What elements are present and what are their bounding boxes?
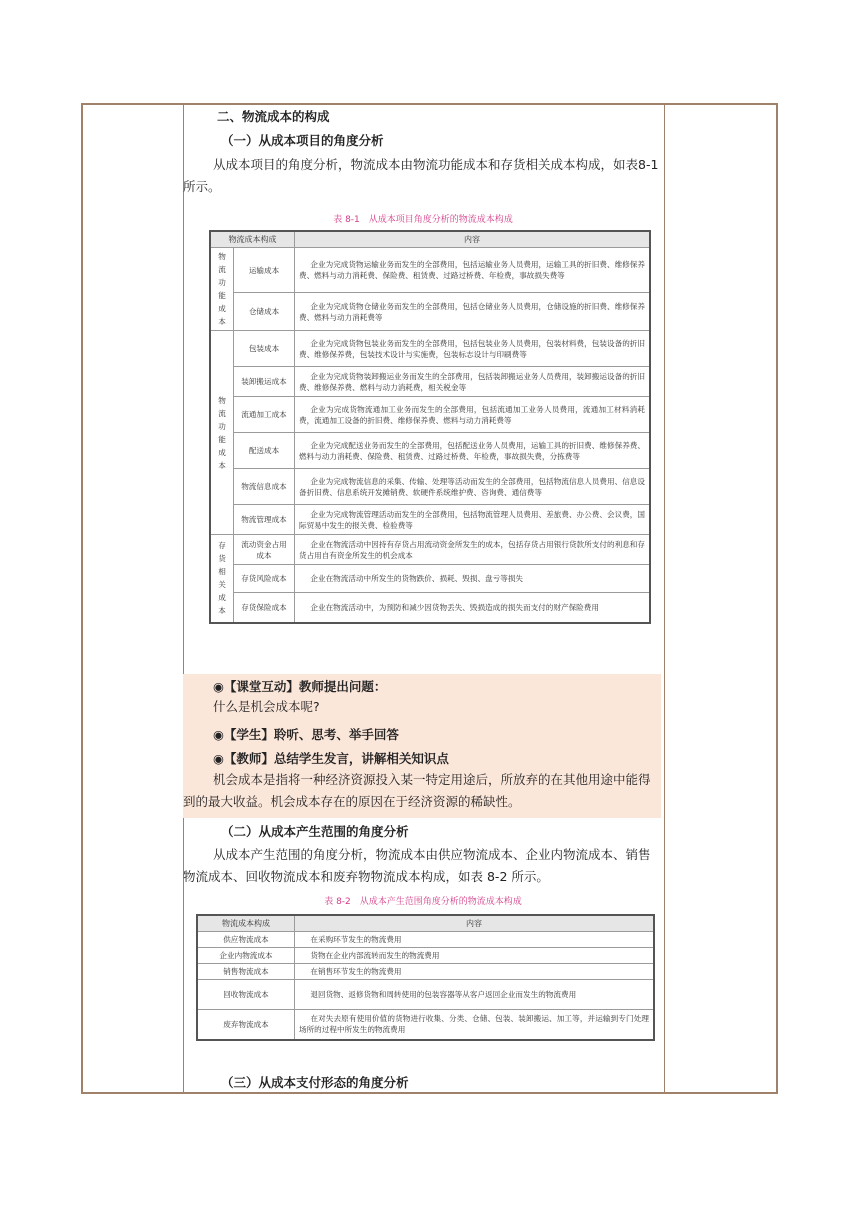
table-header: 内容 [295,231,651,248]
row-name: 废弃物流成本 [197,1010,295,1040]
row-name: 存货保险成本 [234,593,295,623]
row-name: 运输成本 [234,248,295,293]
table-header: 内容 [295,915,655,932]
paragraph-2: 从成本产生范围的角度分析，物流成本由供应物流成本、企业内物流成本、销售物流成本、回收物流成本和废弃物物流成本构成，如表 8-2 所示。 [183,847,651,884]
row-text: 退回货物、返修货物和周转使用的包装容器等从客户返回企业而发生的物流费用 [295,980,655,1010]
section-title: 二、物流成本的构成 [217,109,330,124]
row-name: 回收物流成本 [197,980,295,1010]
row-name: 流动资金占用成本 [234,535,295,565]
paragraph-1: 从成本项目的角度分析，物流成本由物流功能成本和存货相关成本构成，如表8-1 所示。 [183,157,659,194]
row-name: 物流信息成本 [234,469,295,505]
content-column [183,104,663,1092]
table-8-1 [209,230,651,624]
row-text: 在对失去原有使用价值的货物进行收集、分类、仓储、包装、装卸搬运、加工等，并运输到专门处理场所的过程中所发生的物流费用 [295,1010,655,1040]
table-header: 物流成本构成 [210,231,295,248]
classroom-interaction-box [183,674,661,818]
group-label: 存货相关成本 [210,535,234,623]
row-text: 企业为完成货物装卸搬运业务而发生的全部费用，包括装卸搬运业务人员费用，装卸搬运设备的折旧费、维修保养费、燃料与动力消耗费，相关税金等 [295,367,651,397]
sub-heading-3: （三）从成本支付形态的角度分析 [221,1075,409,1090]
row-text: 企业在物流活动中，为预防和减少因货物丢失、毁损造成的损失而支付的财产保险费用 [295,593,651,623]
row-text: 企业为完成物流管理活动而发生的全部费用，包括物流管理人员费用、差旅费、办公费、会议费，国际贸易中发生的报关费、检验费等 [295,505,651,535]
table-8-2 [196,914,655,1041]
row-name: 物流管理成本 [234,505,295,535]
teacher-summary: ◉【教师】总结学生发言，讲解相关知识点 [213,751,449,766]
row-name: 销售物流成本 [197,964,295,980]
row-name: 流通加工成本 [234,397,295,433]
row-name: 配送成本 [234,433,295,469]
table-8-2-caption: 表 8-2 从成本产生范围角度分析的物流成本构成 [324,897,522,907]
row-name: 存货风险成本 [234,565,295,593]
interaction-prompt: ◉【课堂互动】教师提出问题： [213,679,387,694]
row-text: 企业为完成货物包装业务而发生的全部费用，包括包装业务人员费用，包装材料费，包装设备的折旧费、维修保养费，包装技术设计与实施费，包装标志设计与印刷费等 [295,331,651,367]
row-name: 供应物流成本 [197,932,295,948]
student-response: ◉【学生】聆听、思考、举手回答 [213,727,399,742]
group-label: 物流功能成本 [210,248,234,331]
interaction-question: 什么是机会成本呢? [213,699,320,714]
interaction-answer: 机会成本是指将一种经济资源投入某一特定用途后，所放弃的在其他用途中能得到的最大收益。机会成本存在的原因在于经济资源的稀缺性。 [183,772,651,809]
row-name: 企业内物流成本 [197,948,295,964]
row-text: 企业在物流活动中所发生的货物跌价、损耗、毁损、盘亏等损失 [295,565,651,593]
table-8-1-caption: 表 8-1 从成本项目角度分析的物流成本构成 [333,215,513,225]
row-text: 企业为完成物流信息的采集、传输、处理等活动而发生的全部费用，包括物流信息人员费用、信息设备折旧费、信息系统开发摊销费、软硬件系统维护费、咨询费、通信费等 [295,469,651,505]
row-text: 企业为完成配送业务而发生的全部费用，包括配送业务人员费用，运输工具的折旧费、维修保养费、燃料与动力消耗费、保险费、租赁费、过路过桥费、年检费，事故损失费，分拣费等 [295,433,651,469]
row-text: 企业为完成货物仓储业务而发生的全部费用，包括仓储业务人员费用，仓储设施的折旧费、维修保养费、燃料与动力消耗费等 [295,293,651,331]
row-text: 企业在物流活动中因持有存货占用流动资金所发生的成本，包括存货占用银行贷款所支付的利息和存货占用自有资金所发生的机会成本 [295,535,651,565]
row-text: 企业为完成货物运输业务而发生的全部费用，包括运输业务人员费用，运输工具的折旧费、维修保养费、燃料与动力消耗费、保险费、租赁费、过路过桥费、年检费，事故损失费等 [295,248,651,293]
table-header: 物流成本构成 [197,915,295,932]
row-name: 包装成本 [234,331,295,367]
group-label: 物流功能成本 [210,331,234,535]
row-text: 在采购环节发生的物流费用 [295,932,655,948]
row-text: 货物在企业内部流转而发生的物流费用 [295,948,655,964]
row-name: 装卸搬运成本 [234,367,295,397]
sub-heading-2: （二）从成本产生范围的角度分析 [221,824,409,839]
column-divider-right [664,105,665,1092]
row-text: 在销售环节发生的物流费用 [295,964,655,980]
row-name: 仓储成本 [234,293,295,331]
sub-heading-1: （一）从成本项目的角度分析 [221,133,384,148]
row-text: 企业为完成货物流通加工业务而发生的全部费用，包括流通加工业务人员费用，流通加工材料消耗费，流通加工设备的折旧费、维修保养费、燃料与动力消耗费等 [295,397,651,433]
